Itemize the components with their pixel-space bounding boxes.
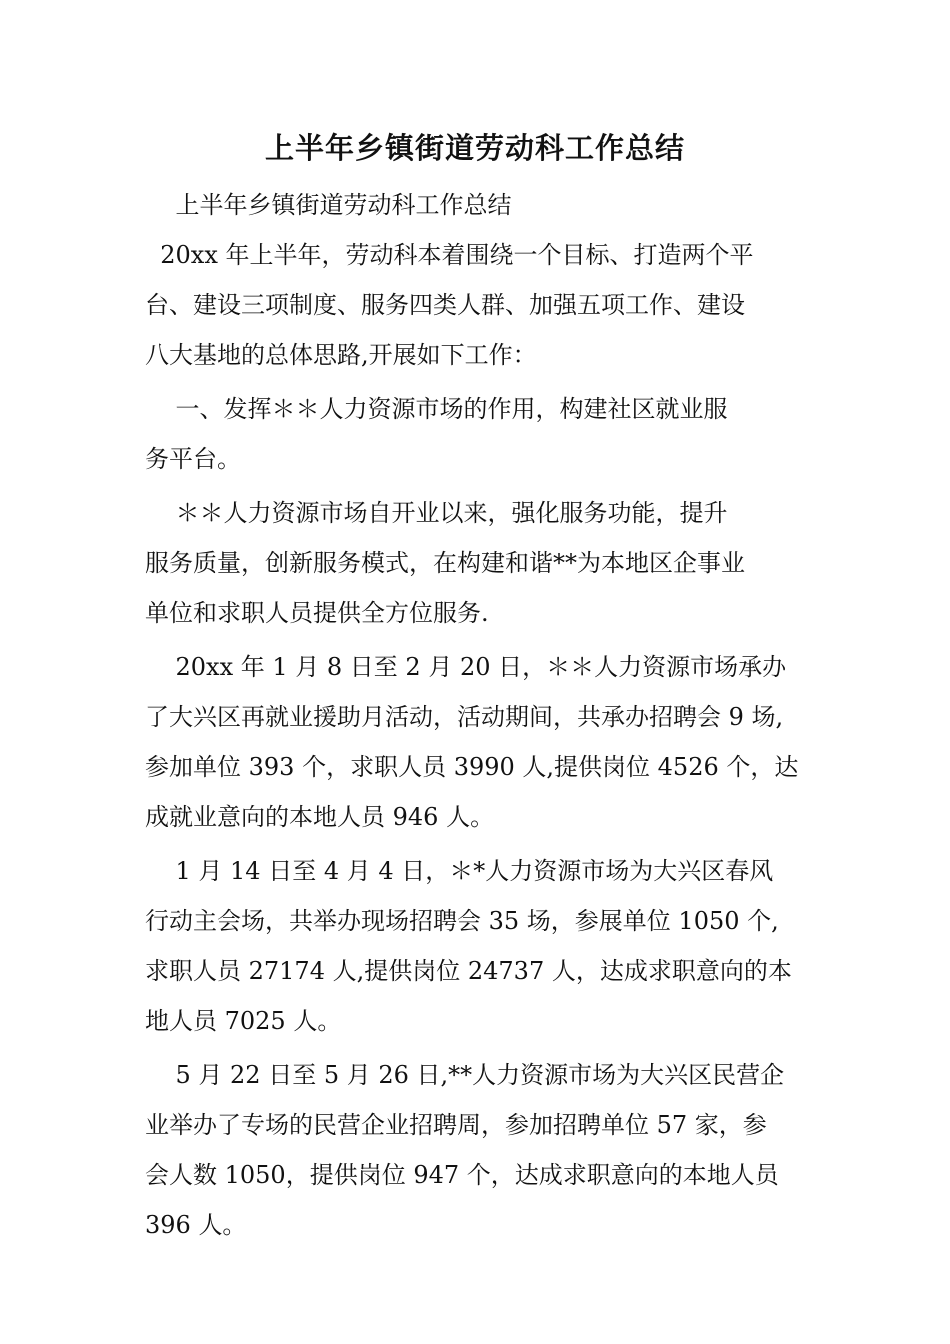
market-service-paragraph: ＊＊人力资源市场自开业以来，强化服务功能，提升 服务质量，创新服务模式，在构建和谐**为本地区企事业 单位和求职人员提供全方位服务. xyxy=(145,499,745,627)
document-title: 上半年乡镇街道劳动科工作总结 xyxy=(264,131,685,165)
private-enterprise-paragraph: 5 月 22 日至 5 月 26 日,**人力资源市场为大兴区民营企 业举办了专场的民营企业招聘周，参加招聘单位 57 家，参 会人数 1050，提供岗位 947 个，达成求职意向的本地人员 396 人。 xyxy=(145,1061,785,1239)
document-body xyxy=(145,180,825,1250)
intro-paragraph: 20xx 年上半年，劳动科本着围绕一个目标、打造两个平 台、建设三项制度、服务四类人群、加强五项工作、建设 八大基地的总体思路,开展如下工作： xyxy=(145,241,754,369)
section-heading-paragraph: 一、发挥＊＊人力资源市场的作用，构建社区就业服 务平台。 xyxy=(145,395,728,473)
aid-month-paragraph: 20xx 年 1 月 8 日至 2 月 20 日，＊＊人力资源市场承办 了大兴区再就业援助月活动，活动期间，共承办招聘会 9 场, 参加单位 393 个，求职人员 3990 人,提供岗位 4526 个，达 成就业意向的本地人员 946 人。 xyxy=(145,653,799,831)
subtitle-paragraph: 上半年乡镇街道劳动科工作总结 xyxy=(145,191,512,219)
spring-breeze-paragraph: 1 月 14 日至 4 月 4 日，＊*人力资源市场为大兴区春风 行动主会场，共举办现场招聘会 35 场，参展单位 1050 个, 求职人员 27174 人,提供岗位 24737 人，达成求职意向的本 地人员 7025 人。 xyxy=(145,857,792,1035)
